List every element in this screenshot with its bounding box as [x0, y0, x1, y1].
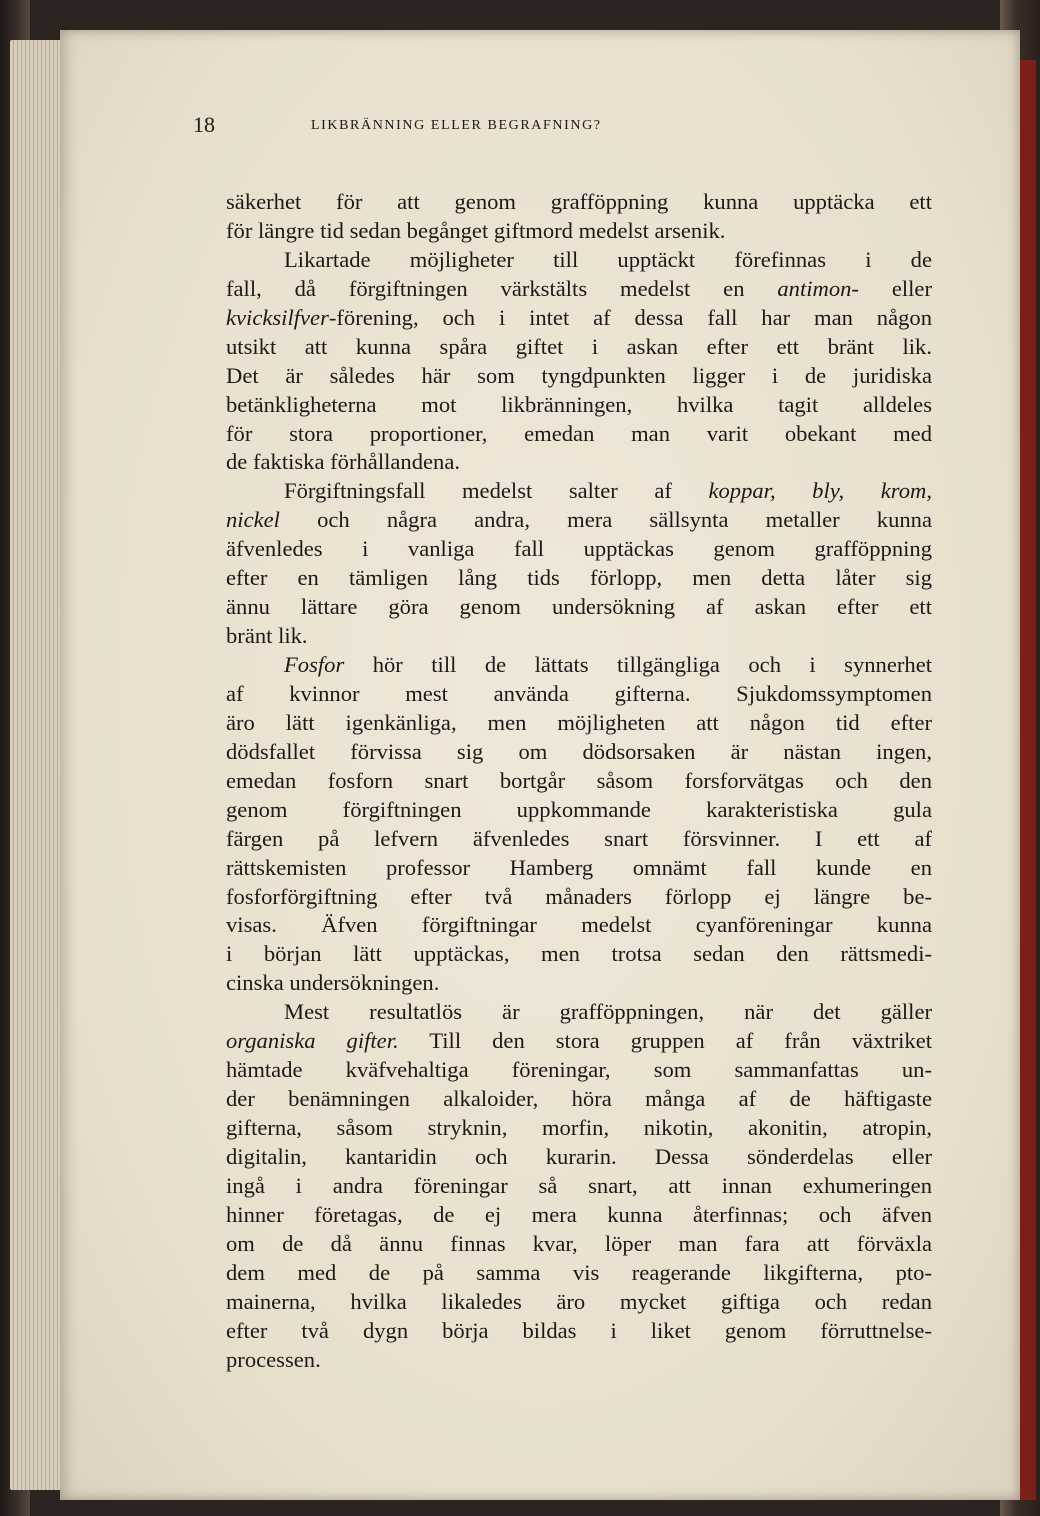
page-header [193, 112, 793, 144]
running-title: LIKBRÄNNING ELLER BEGRAFNING? [311, 118, 602, 133]
text-run: betänkligheterna mot likbränningen, hvilka tagit alldeles [226, 391, 932, 417]
text-line [226, 911, 932, 940]
text-run: Det är således här som tyngdpunkten ligger i de juridiska [226, 362, 932, 388]
text-run: Likartade möjligheter till upptäckt förefinnas i de [284, 246, 932, 272]
text-run: de faktiska förhållandena. [226, 449, 460, 475]
text-run: efter två dygn börja bildas i liket genom förruttnelse- [226, 1317, 932, 1343]
text-run: digitalin, kantaridin och kurarin. Dessa sönderdelas eller [226, 1143, 932, 1169]
text-line [226, 825, 932, 854]
text-run: dödsfallet förvissa sig om dödsorsaken är nästan ingen, [226, 738, 932, 764]
text-line [226, 333, 932, 362]
text-run: för stora proportioner, emedan man varit obekant med [226, 420, 932, 446]
text-line [226, 477, 932, 506]
italic-text: nickel [226, 507, 280, 533]
text-line [226, 796, 932, 825]
text-line [226, 1172, 932, 1201]
text-line [226, 709, 932, 738]
italic-text: koppar, bly, krom, [708, 478, 932, 504]
text-line [226, 362, 932, 391]
italic-text: antimon- [777, 275, 859, 301]
text-line [226, 1085, 932, 1114]
text-line [226, 593, 932, 622]
text-run: genom förgiftningen uppkommande karakteristiska gula [226, 796, 932, 822]
text-line [226, 883, 932, 912]
text-run: Till den stora gruppen af från växtriket [398, 1028, 933, 1054]
text-line [226, 420, 932, 449]
text-run: för längre tid sedan begånget giftmord medelst arsenik. [226, 217, 726, 243]
text-run: rättskemisten professor Hamberg omnämt fall kunde en [226, 854, 932, 880]
text-line [226, 1056, 932, 1085]
text-line [226, 940, 932, 969]
text-line [226, 1027, 932, 1056]
body-text [226, 188, 932, 1374]
text-line [226, 391, 932, 420]
text-run: färgen på lefvern äfvenledes snart försvinner. I ett af [226, 825, 932, 851]
text-line [226, 246, 932, 275]
text-line [226, 535, 932, 564]
text-line [226, 651, 932, 680]
text-line [226, 1201, 932, 1230]
text-run: fall, då förgiftningen värkstälts medelst en [226, 275, 778, 301]
text-run: processen. [226, 1346, 321, 1372]
text-run: Förgiftningsfall medelst salter af [284, 478, 709, 504]
page-number: 18 [193, 112, 215, 137]
text-line [226, 998, 932, 1027]
text-run: mainerna, hvilka likaledes äro mycket giftiga och redan [226, 1288, 932, 1314]
text-run: dem med de på samma vis reagerande likgifterna, pto- [226, 1259, 932, 1285]
text-run: visas. Äfven förgiftningar medelst cyanföreningar kunna [226, 912, 932, 938]
text-line [226, 448, 932, 477]
text-line [226, 854, 932, 883]
text-run: Mest resultatlös är grafföppningen, när det gäller [284, 999, 932, 1025]
text-run: efter en tämligen lång tids förlopp, men detta låter sig [226, 565, 932, 591]
text-line [226, 506, 932, 535]
text-run: äfvenledes i vanliga fall upptäckas genom grafföppning [226, 536, 932, 562]
text-line [226, 1114, 932, 1143]
text-line [226, 1288, 932, 1317]
text-run: ingå i andra föreningar så snart, att innan exhumeringen [226, 1172, 932, 1198]
text-run: af kvinnor mest använda gifterna. Sjukdomssymptomen [226, 680, 932, 706]
text-line [226, 217, 932, 246]
text-run: äro lätt igenkänliga, men möjligheten att någon tid efter [226, 709, 932, 735]
text-line [226, 1143, 932, 1172]
italic-text: kvicksilfver [226, 304, 329, 330]
text-line [226, 275, 932, 304]
text-run: hör till de lättats tillgängliga och i synnerhet [344, 652, 932, 677]
italic-text: organiska gifter. [226, 1028, 399, 1054]
text-line [226, 738, 932, 767]
text-run: hinner företagas, de ej mera kunna återfinnas; och äfven [226, 1201, 932, 1227]
text-line [226, 1230, 932, 1259]
text-run: fosforförgiftning efter två månaders förlopp ej längre be- [226, 883, 932, 909]
text-line [226, 564, 932, 593]
text-run: och några andra, mera sällsynta metaller kunna [279, 507, 932, 533]
text-run: -förening, och i intet af dessa fall har man någon [328, 304, 932, 330]
text-line [226, 767, 932, 796]
text-run: om de då ännu finnas kvar, löper man fara att förväxla [226, 1230, 932, 1256]
text-line [226, 188, 932, 217]
text-line [226, 969, 932, 998]
text-run: der benämningen alkaloider, höra många af de häftigaste [226, 1086, 932, 1112]
text-line [226, 1346, 932, 1375]
text-line [226, 1317, 932, 1346]
text-run: hämtade kväfvehaltiga föreningar, som sammanfattas un- [226, 1057, 932, 1083]
text-run: säkerhet för att genom grafföppning kunna upptäcka ett [226, 189, 932, 214]
italic-text: Fosfor [284, 652, 345, 677]
text-line [226, 680, 932, 709]
text-run: cinska undersökningen. [226, 970, 440, 996]
text-run: bränt lik. [226, 623, 308, 649]
text-line [226, 622, 932, 651]
text-run: utsikt att kunna spåra giftet i askan efter ett bränt lik. [226, 333, 932, 359]
text-line [226, 1259, 932, 1288]
text-run: gifterna, såsom stryknin, morfin, nikotin, akonitin, atropin, [226, 1115, 932, 1140]
text-line [226, 304, 932, 333]
text-run: ännu lättare göra genom undersökning af askan efter ett [226, 594, 932, 620]
text-run: emedan fosforn snart bortgår såsom forsforvätgas och den [226, 767, 932, 793]
text-run: i början lätt upptäckas, men trotsa sedan den rättsmedi- [226, 941, 932, 967]
text-run: eller [858, 275, 932, 301]
